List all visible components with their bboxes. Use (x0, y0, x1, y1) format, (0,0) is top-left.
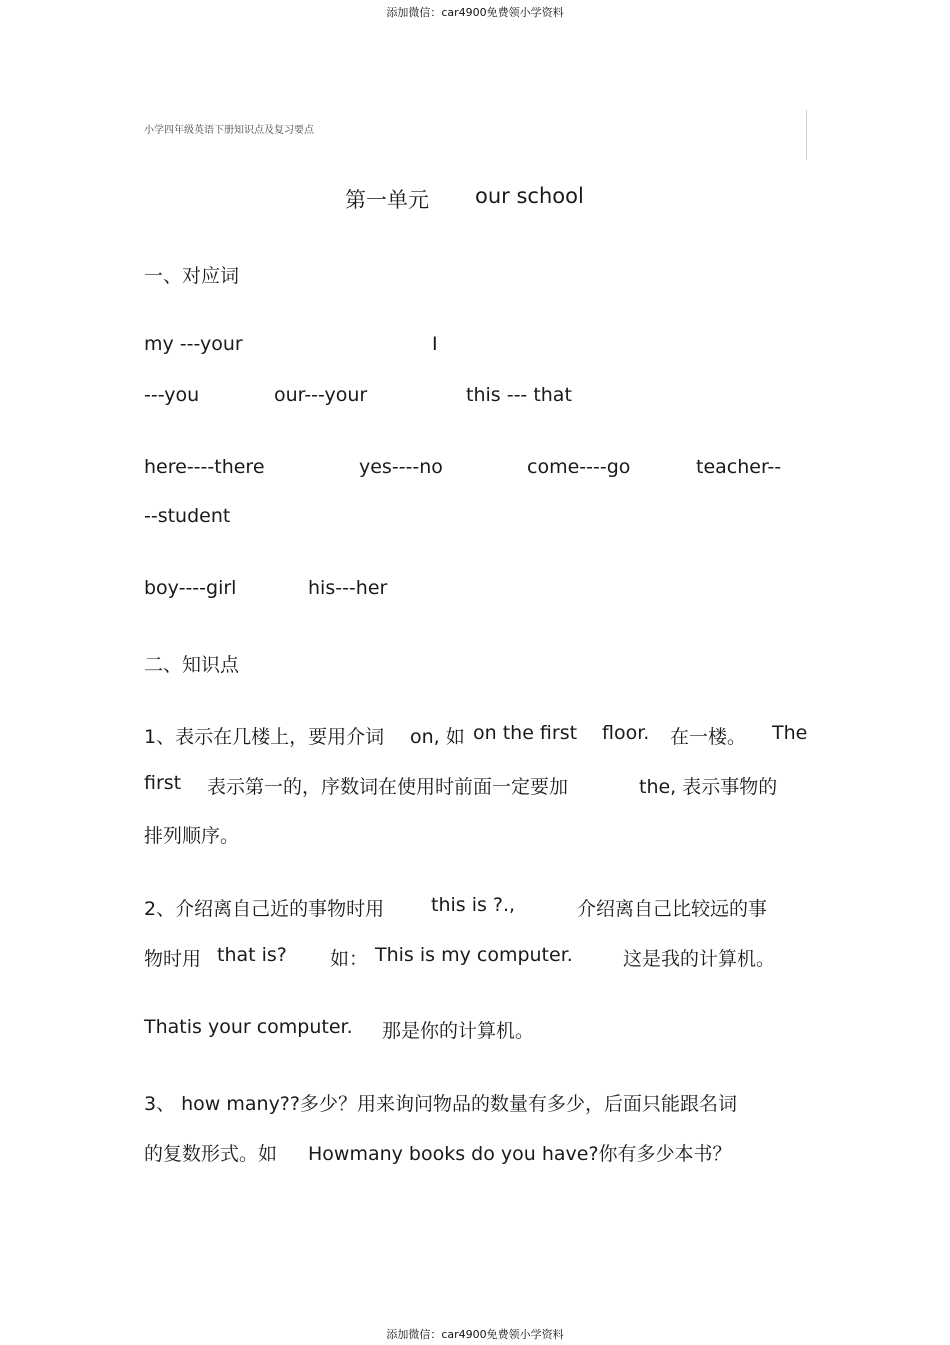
header-note: 小学四年级英语下册知识点及复习要点 (144, 125, 314, 136)
p1-text: The (772, 722, 808, 744)
p2-text: 物时用 (144, 948, 202, 970)
title-english: our school (475, 184, 584, 208)
p1-text: on the first (473, 722, 578, 744)
top-watermark: 添加微信：car4900免费领小学资料 (386, 6, 564, 19)
p1-text: 1、表示在几楼上，要用介词 (144, 726, 385, 748)
pair-boy-girl: boy----girl (144, 577, 237, 599)
pair-yes-no: yes----no (359, 456, 443, 478)
p3-text: 3、 how many??多少？用来询问物品的数量有多少，后面只能跟名词 (144, 1093, 737, 1115)
p1-text: on, 如 (410, 726, 465, 748)
pair-you: ---you (144, 384, 200, 406)
title-chinese: 第一单元 (345, 188, 429, 212)
p2-text: that is? (217, 944, 287, 966)
p2-text: 如： (330, 948, 369, 970)
pair-my-your: my ---your (144, 333, 243, 355)
p3-text: Howmany books do you have?你有多少本书？ (308, 1143, 732, 1165)
pair-his-her: his---her (308, 577, 388, 599)
p1-text: 表示第一的，序数词在使用时前面一定要加 (207, 776, 569, 798)
pair-our-your: our---your (274, 384, 368, 406)
p1-text: floor. (602, 722, 650, 744)
p2-text: 这是我的计算机。 (623, 948, 776, 970)
bottom-watermark: 添加微信：car4900免费领小学资料 (386, 1328, 564, 1341)
pair-come-go: come----go (527, 456, 631, 478)
margin-line (806, 110, 807, 160)
p2-text: this is ?., (431, 894, 516, 916)
p2-text: 2、介绍离自己近的事物时用 (144, 898, 385, 920)
pair-this-that: this --- that (466, 384, 572, 406)
pair-teacher: teacher-- (696, 456, 782, 478)
p2-text: 那是你的计算机。 (382, 1020, 535, 1042)
p2-text: This is my computer. (375, 944, 573, 966)
p1-text: first (144, 772, 182, 794)
p1-text: 在一楼。 (670, 726, 747, 748)
pair-student: --student (144, 505, 231, 527)
section2-heading: 二、知识点 (144, 654, 240, 676)
p1-text: the, 表示事物的 (639, 776, 778, 798)
pair-i: I (432, 333, 438, 355)
p2-text: 介绍离自己比较远的事 (577, 898, 768, 920)
p3-text: 的复数形式。如 (144, 1143, 278, 1165)
pair-here-there: here----there (144, 456, 265, 478)
p1-text: 排列顺序。 (144, 825, 240, 847)
p2-text: Thatis your computer. (144, 1016, 353, 1038)
section1-heading: 一、对应词 (144, 265, 240, 287)
